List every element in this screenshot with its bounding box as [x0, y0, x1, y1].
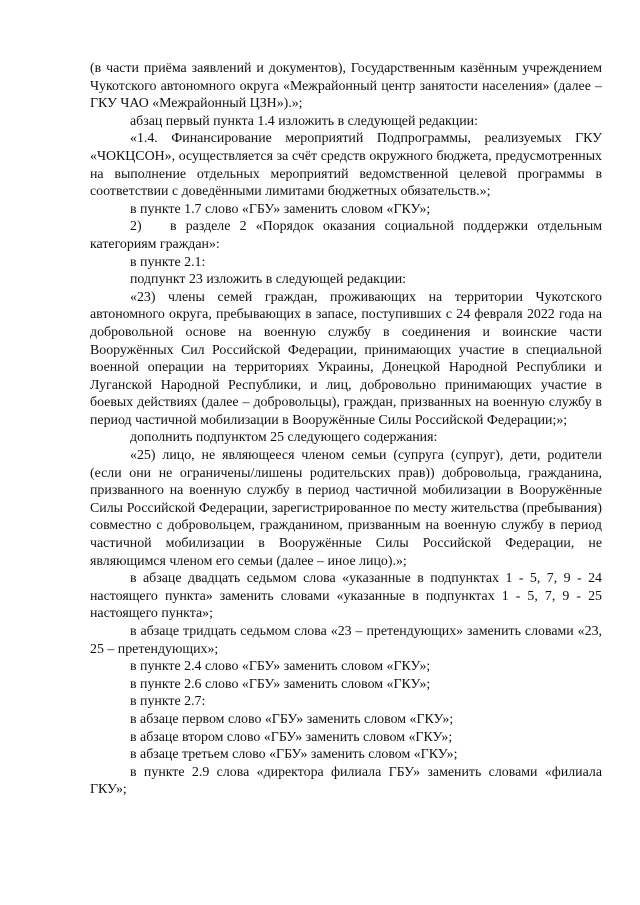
paragraph-quote-1-4: «1.4. Финансирование мероприятий Подпрограммы, реализуемых ГКУ «ЧОКЦСОН», осуществляется за счёт средств окружного бюджета, предусмотренных на выполнение отдельных мероприятий ведомственной целевой программы в соответствии с доведёнными лимитами бюджетных обязательств.»;	[90, 131, 602, 200]
paragraph-amend-1-7: в пункте 1.7 слово «ГБУ» заменить словом «ГКУ»;	[130, 201, 431, 217]
paragraph-amend-2-6: в пункте 2.6 слово «ГБУ» заменить словом «ГКУ»;	[130, 676, 431, 692]
paragraph-point-2-7: в пункте 2.7:	[130, 694, 206, 710]
paragraph-point-2-1: в пункте 2.1:	[130, 254, 206, 270]
document-body	[90, 60, 602, 799]
paragraph-amend-1-4-intro: абзац первый пункта 1.4 изложить в следующей редакции:	[130, 113, 478, 129]
paragraph-quote-25: «25) лицо, не являющееся членом семьи (супруга (супруг), дети, родители (если они не ограничены/лишены родительских прав)) добровольца, гражданина, призванного на военную службу в период частичной мобилизации в Вооружённые Силы Российской Федерации, зарегистрированное по месту жительства (пребывания) совместно с добровольцем, гражданином, призванным на военную службу в период частичной мобилизации в Вооружённые Силы Российской Федерации, не являющимся членом его семьи (далее – иное лицо).»;	[90, 448, 602, 569]
list-item-number: 2)	[130, 219, 142, 235]
paragraph-amend-2-7-abz-2: в абзаце втором слово «ГБУ» заменить словом «ГКУ»;	[130, 729, 453, 745]
list-item-section-2	[90, 218, 602, 253]
paragraph-amend-2-7-abz-1: в абзаце первом слово «ГБУ» заменить словом «ГКУ»;	[130, 711, 454, 727]
paragraph-amend-2-4: в пункте 2.4 слово «ГБУ» заменить словом «ГКУ»;	[130, 659, 431, 675]
paragraph-amend-2-7-abz-3: в абзаце третьем слово «ГБУ» заменить словом «ГКУ»;	[130, 747, 458, 763]
paragraph-amend-abz-27: в абзаце двадцать седьмом слова «указанные в подпунктах 1 - 5, 7, 9 - 24 настоящего пункта» заменить словами «указанные в подпунктах 1 - 5, 7, 9 - 25 настоящего пункта»;	[90, 571, 602, 622]
paragraph-subpoint-25-intro: дополнить подпунктом 25 следующего содержания:	[130, 430, 438, 446]
paragraph-subpoint-23-intro: подпункт 23 изложить в следующей редакции:	[130, 272, 407, 288]
paragraph-continuation: (в части приёма заявлений и документов), Государственным казённым учреждением Чукотского автономного округа «Межрайонный центр занятости населения» (далее – ГКУ ЧАО «Межрайонный ЦЗН»).»;	[90, 61, 602, 112]
paragraph-amend-2-9: в пункте 2.9 слова «директора филиала ГБУ» заменить словами «филиала ГКУ»;	[90, 764, 602, 798]
list-item-text: в разделе 2 «Порядок оказания социальной поддержки отдельным категориям граждан»:	[90, 219, 602, 252]
paragraph-amend-abz-37: в абзаце тридцать седьмом слова «23 – претендующих» заменить словами «23, 25 – претендующих»;	[90, 624, 602, 657]
paragraph-quote-23: «23) члены семей граждан, проживающих на территории Чукотского автономного округа, пребывающих в запасе, поступивших с 24 февраля 2022 года на добровольной основе на военную службу в соединения и воинские части Вооружённых Сил Российской Федерации, принимающих участие в специальной военной операции на территориях Украины, Донецкой Народной Республики и Луганской Народной Республики, и лиц, добровольно принимающих участие в боевых действиях (далее – добровольцы), граждан, призванных на военную службу в период частичной мобилизации в Вооружённые Силы Российской Федерации;»;	[90, 289, 602, 428]
